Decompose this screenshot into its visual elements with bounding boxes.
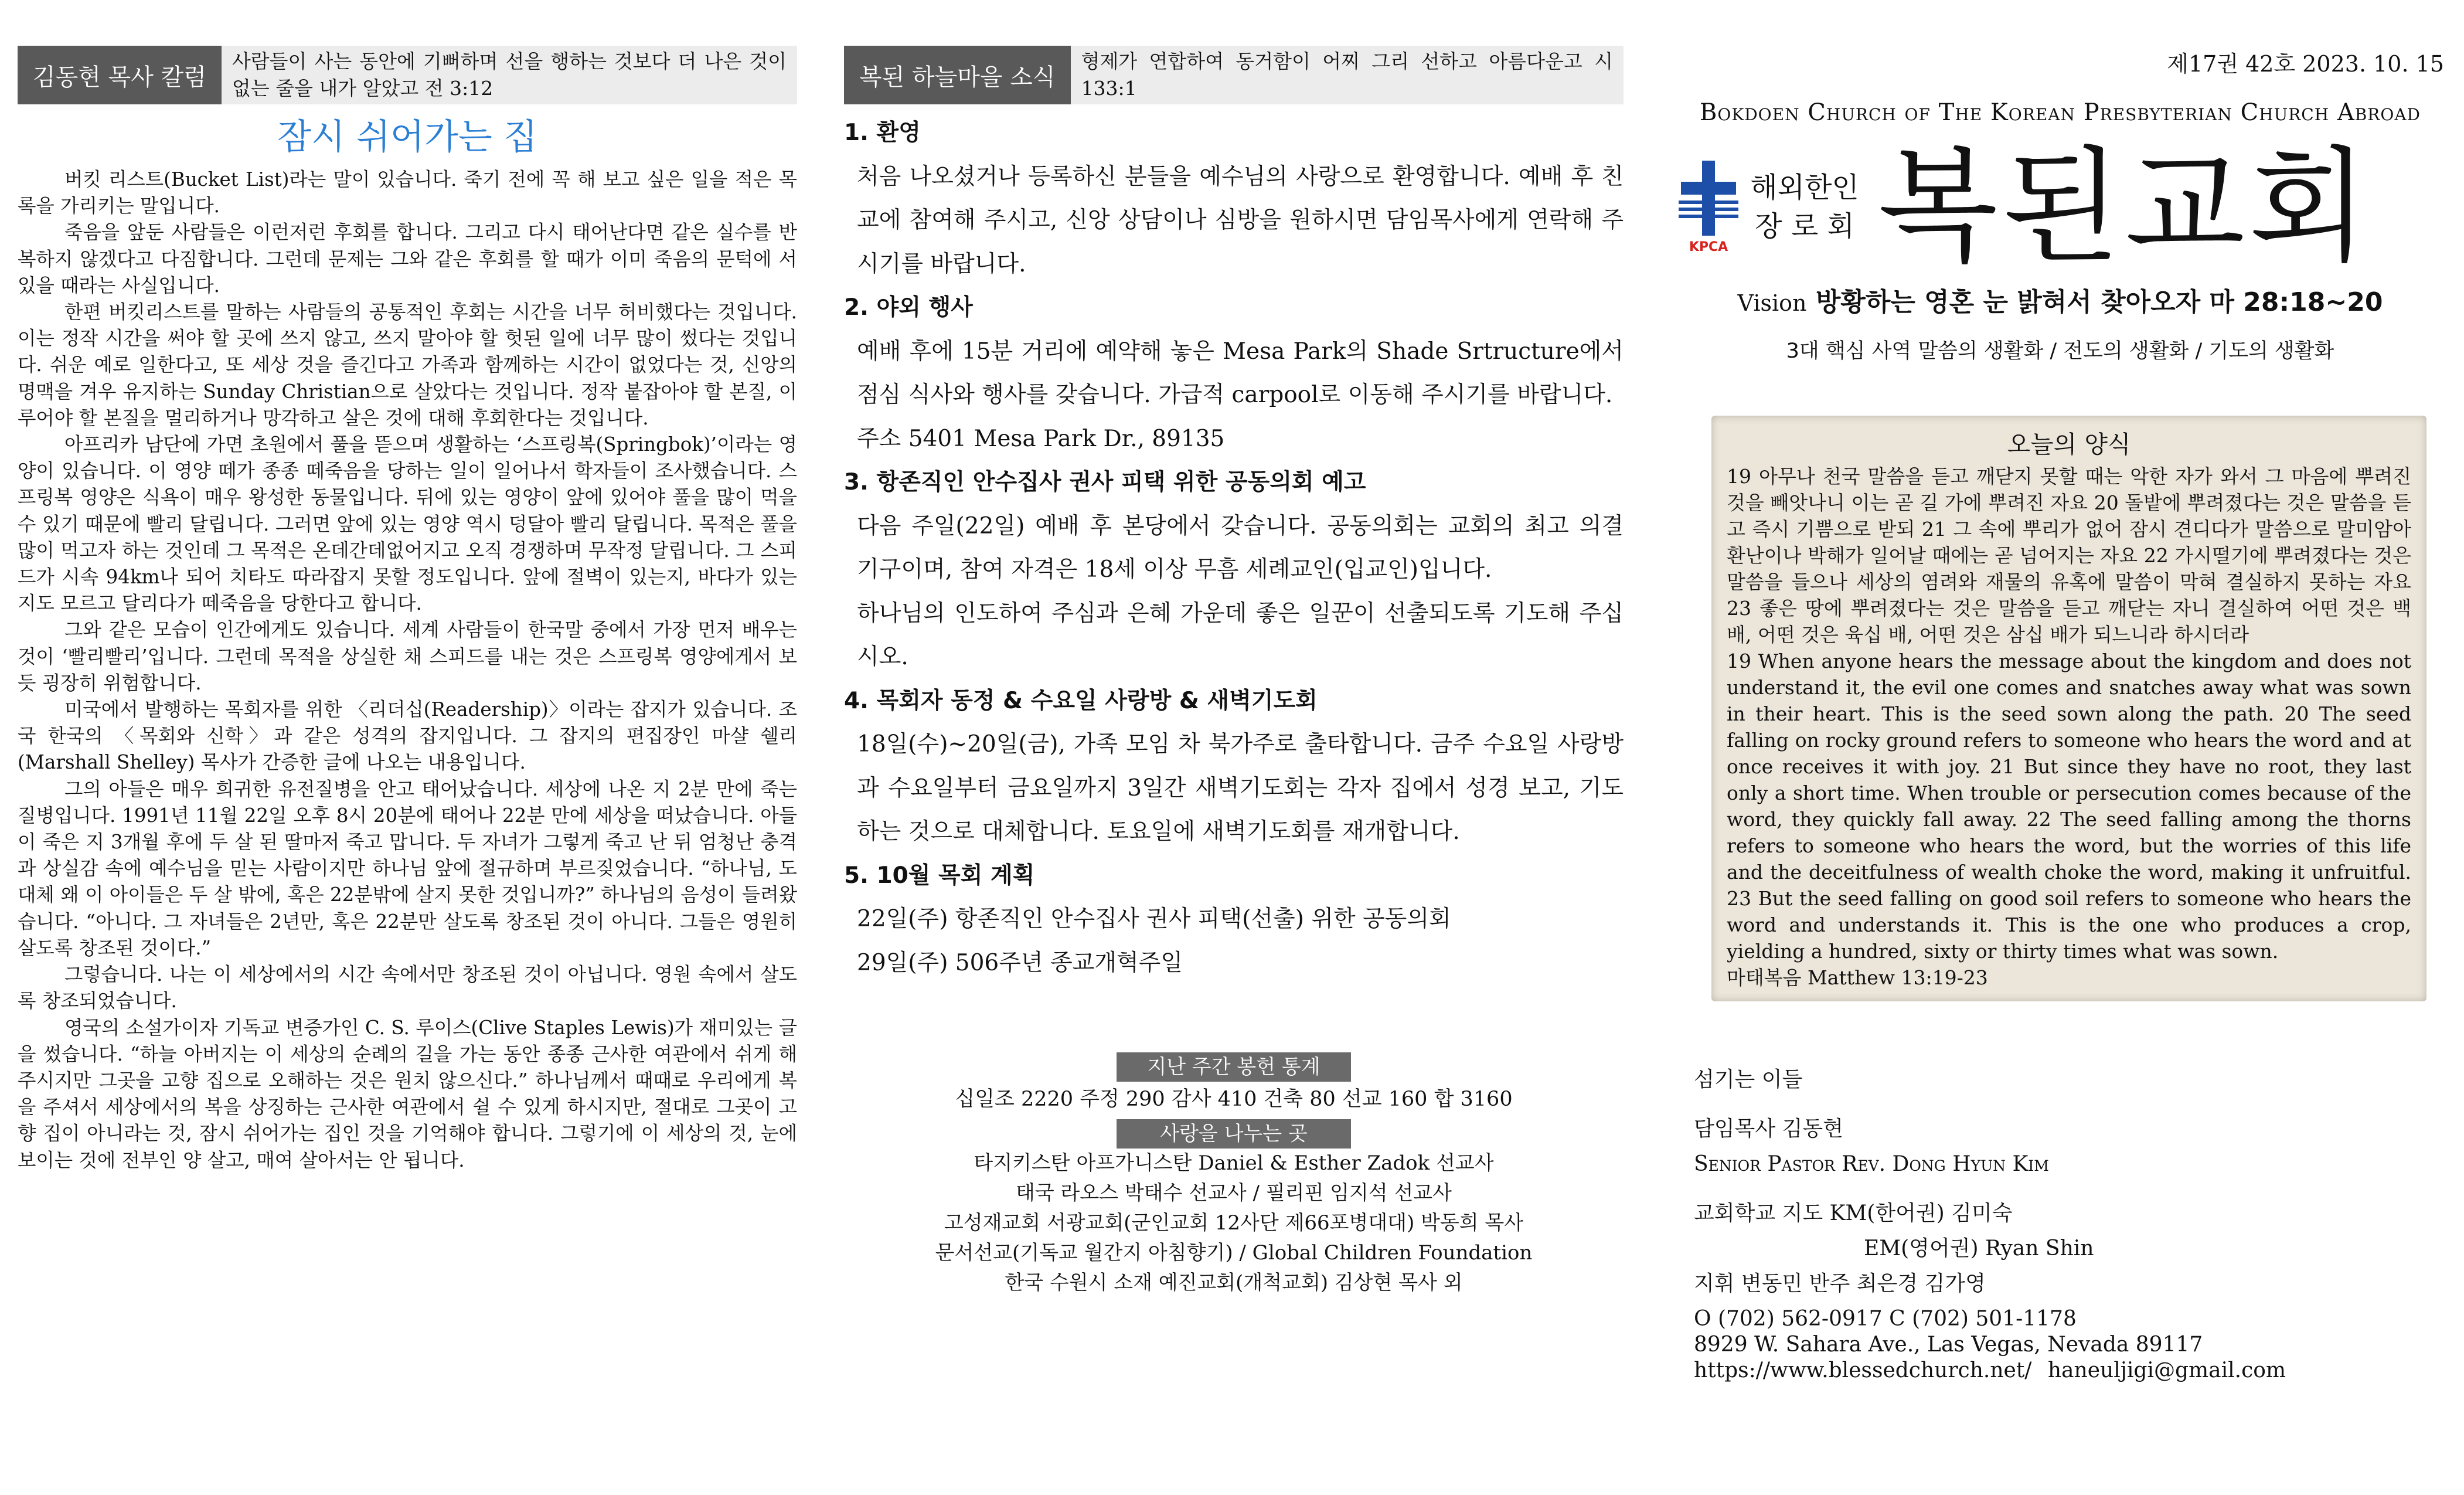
news-heading: 5. 10월 목회 계획 — [844, 862, 1035, 889]
column-label: 김동현 목사 칼럼 — [18, 46, 222, 104]
brand-row — [1676, 134, 2444, 279]
email-link[interactable]: haneuljigi@gmail.com — [2047, 1358, 2286, 1382]
daily-bread-reference: 마태복음 Matthew 13:19-23 — [1727, 966, 1988, 989]
news-list — [844, 111, 1624, 985]
paragraph: 그렇습니다. 나는 이 세상에서의 시간 속에서만 창조된 것이 아닙니다. 영원 속에서 살도록 창조되었습니다. — [18, 963, 797, 1012]
vision-label: Vision — [1737, 290, 1807, 316]
logo-text: KPCA — [1689, 240, 1728, 254]
phone-numbers: O (702) 562-0917 C (702) 501-1178 — [1694, 1307, 2077, 1331]
paragraph: 죽음을 앞둔 사람들은 이런저런 후회를 합니다. 그리고 다시 태어난다면 같은 실수를 반복하지 않겠다고 다짐합니다. 그런데 문제는 그와 같은 후회를 할 때가 이미 죽음의 문턱에 서 있을 때라는 사실입니다. — [18, 221, 797, 297]
column-masthead — [1676, 0, 2444, 1384]
issue-date: 제17권 42호 2023. 10. 15 — [2167, 51, 2444, 77]
pastor-korean: 담임목사 김동현 — [1694, 1117, 1843, 1141]
servants-title: 섬기는 이들 — [1694, 1068, 1803, 1092]
sharing-item: 한국 수원시 소재 예진교회(개척교회) 김상현 목사 외 — [1005, 1271, 1463, 1294]
offering-stats: 십일조 2220 주정 290 감사 410 건축 80 선교 160 합 3160 — [955, 1088, 1513, 1111]
sharing-label: 사랑을 나누는 곳 — [1117, 1119, 1351, 1149]
news-heading: 2. 야외 행사 — [844, 294, 973, 321]
offering-section — [844, 1052, 1624, 1298]
paragraph: 그와 같은 모습이 인간에게도 있습니다. 세계 사람들이 한국말 중에서 가장 먼저 배우는 것이 ‘빨리빨리’입니다. 그런데 목적을 상실한 채 스피드를 내는 것은 스프링복 영양에게서 보듯 굉장히 위험합니다. — [18, 619, 797, 694]
news-text: 주소 5401 Mesa Park Dr., 89135 — [857, 425, 1225, 452]
kpca-cross-icon — [1676, 157, 1741, 257]
pastor-english: Senior Pastor Rev. Dong Hyun Kim — [1694, 1152, 2049, 1176]
news-text: 18일(수)~20일(금), 가족 모임 차 북가주로 출타합니다. 금주 수요일 사랑방과 수요일부터 금요일까지 3일간 새벽기도회는 각자 집에서 성경 보고, 기도하는 것으로 대체합니다. 토요일에 새벽기도회를 재개합니다. — [857, 731, 1624, 845]
column-verse: 사람들이 사는 동안에 기뻐하며 선을 행하는 것보다 더 나은 것이 없는 줄을 내가 알았고 전 3:12 — [222, 46, 797, 104]
offering-label: 지난 주간 봉헌 통계 — [1117, 1052, 1351, 1082]
news-text: 하나님의 인도하여 주심과 은혜 가운데 좋은 일꾼이 선출되도록 기도해 주십시오. — [857, 600, 1624, 670]
news-text: 처음 나오셨거나 등록하신 분들을 예수님의 사랑으로 환영합니다. 예배 후 친교에 참여해 주시고, 신앙 상담이나 심방을 원하시면 담임목사에게 연락해 주시기를 바랍니다. — [857, 163, 1624, 277]
sharing-list — [844, 1149, 1624, 1298]
column-body — [18, 167, 797, 1174]
core-ministry: 3대 핵심 사역 말씀의 생활화 / 전도의 생활화 / 기도의 생활화 — [1786, 339, 2334, 363]
music-leaders: 지휘 변동민 반주 최은경 김가영 — [1694, 1272, 1986, 1296]
paragraph: 영국의 소설가이자 기독교 변증가인 C. S. 루이스(Clive Staples Lewis)가 재미있는 글을 썼습니다. “하늘 아버지는 이 세상의 순례의 길을 가는 동안 종종 근사한 여관에서 쉬게 해주시지만 그곳을 고향 집으로 오해하는 것은 원치 않으신다.” 하나님께서 때때로 우리에게 복을 주셔서 세상에서의 복을 상징하는 근사한 여관에서 쉴 수 있게 하시지만, 절대로 그곳이 고향 집이 아니라는 것, 잠시 쉬어가는 집인 것을 기억해야 합니다. 그렇기에 이 세상의 것, 눈에 보이는 것에 전부인 양 살고, 매여 살아서는 안 됩니다. — [18, 1016, 797, 1171]
sharing-item: 문서선교(기독교 월간지 아침향기) / Global Children Foundation — [935, 1241, 1533, 1265]
church-korean-name: 복된교회 — [1878, 134, 2373, 279]
church-school-km: 교회학교 지도 KM(한어권) 김미숙 — [1694, 1201, 2013, 1225]
contact-links — [1694, 1358, 2444, 1384]
news-heading: 1. 환영 — [844, 120, 921, 146]
column-left — [18, 0, 797, 1174]
news-heading: 3. 항존직인 안수집사 권사 피택 위한 공동의회 예고 — [844, 469, 1366, 495]
column-header — [18, 46, 797, 104]
column-title: 잠시 쉬어가는 집 — [277, 117, 537, 158]
paragraph: 미국에서 발행하는 목회자를 위한 〈리더십(Readership)〉이라는 잡지가 있습니다. 조국 한국의 〈목회와 신학〉과 같은 성격의 잡지입니다. 그 잡지의 편집장인 마샬 쉘리(Marshall Shelley) 목사가 간증한 글에 나오는 내용입니다. — [18, 698, 797, 774]
brand-subtitle-line: 해외한인 — [1750, 171, 1859, 204]
daily-bread-english: 19 When anyone hears the message about the kingdom and does not understand it, the evil one comes and snatches away what was sown in their heart. This is the seed sown along the path. 20 The seed falling on rocky ground refers to someone who hears the word and at once receives it with joy. 21 But since they have no root, they last only a short time. When trouble or persecution comes because of the word, they quickly fall away. 22 The seed falling among the thorns refers to someone who hears the word, but the worries of this life and the deceitfulness of wealth choke the word, making it unfruitful. 23 But the seed falling on good soil refers to someone who hears the word and understands it. This is the one who produces a crop, yielding a hundred, sixty or thirty times what was sown. — [1727, 650, 2411, 963]
news-text: 22일(주) 항존직인 안수집사 권사 피택(선출) 위한 공동의회 — [857, 906, 1451, 932]
brand-subtitle — [1749, 168, 1860, 246]
news-verse: 형제가 연합하여 동거함이 어찌 그리 선하고 아름다운고 시 133:1 — [1071, 46, 1624, 104]
paragraph: 아프리카 남단에 가면 초원에서 풀을 뜯으며 생활하는 ‘스프링복(Springbok)’이라는 영양이 있습니다. 이 영양 떼가 종종 떼죽음을 당하는 일이 일어나서 학자들이 조사했습니다. 스프링복 영양은 식욕이 매우 왕성한 동물입니다. 뒤에 있는 영양이 앞에 있어야 풀을 많이 먹을 수 있기 때문에 빨리 달립니다. 그러면 앞에 있는 영양 역시 덩달아 빨리 달립니다. 목적은 풀을 많이 먹고자 하는 것인데 그 목적은 온데간데없어지고 오직 경쟁하며 무작정 달립니다. 그 스피드가 시속 94km나 되어 치타도 따라잡지 못할 정도입니다. 앞에 절벽이 있는지, 바다가 있는지도 모르고 달리다가 떼죽음을 당한다고 합니다. — [18, 433, 797, 615]
news-text: 예배 후에 15분 거리에 예약해 놓은 Mesa Park의 Shade Srtructure에서 점심 식사와 행사를 갖습니다. 가급적 carpool로 이동해 주시기를 바랍니다. — [857, 338, 1624, 408]
news-text: 다음 주일(22일) 예배 후 본당에서 갖습니다. 공동의회는 교회의 최고 의결 기구이며, 참여 자격은 18세 이상 무흠 세례교인(입교인)입니다. — [857, 512, 1624, 583]
paragraph: 버킷 리스트(Bucket List)라는 말이 있습니다. 죽기 전에 꼭 해 보고 싶은 일을 적은 목록을 가리키는 말입니다. — [18, 168, 797, 218]
daily-bread-korean: 19 아무나 천국 말씀을 듣고 깨닫지 못할 때는 악한 자가 와서 그 마음에 뿌려진 것을 빼앗나니 이는 곧 길 가에 뿌려진 자요 20 돌밭에 뿌려졌다는 것은 말씀을 듣고 즉시 기쁨으로 받되 21 그 속에 뿌리가 없어 잠시 견디다가 말씀으로 말미암아 환난이나 박해가 일어날 때에는 곧 넘어지는 자요 22 가시떨기에 뿌려졌다는 것은 말씀을 들으나 세상의 염려와 재물의 유혹에 말씀이 막혀 결실하지 못하는 자요 23 좋은 땅에 뿌려졌다는 것은 말씀을 듣고 깨닫는 자니 결실하여 어떤 것은 백 배, 어떤 것은 육십 배, 어떤 것은 삼십 배가 되느니라 하시더라 — [1727, 465, 2411, 646]
church-english-name: Bokdoen Church of The Korean Presbyterian Church Abroad — [1699, 99, 2421, 126]
servants-section — [1694, 1062, 2444, 1384]
vision-text: 방황하는 영혼 눈 밝혀서 찾아오자 마 28:18~20 — [1815, 287, 2383, 317]
paragraph: 한편 버킷리스트를 말하는 사람들의 공통적인 후회는 시간을 너무 허비했다는 것입니다. 이는 정작 시간을 써야 할 곳에 쓰지 않고, 쓰지 말아야 할 헛된 일에 너무 많이 썼다는 것입니다. 쉬운 예로 일한다고, 또 세상 것을 즐긴다고 가족과 함께하는 시간이 없었다는 것, 신앙의 명맥을 겨우 유지하는 Sunday Christian으로 살았다는 것입니다. 정작 붙잡아야 할 본질, 이루어야 할 본질을 멀리하거나 망각하고 살은 것에 대해 후회한다는 것입니다. — [18, 301, 797, 429]
column-news — [844, 0, 1624, 1298]
brand-subtitle-line: 장 로 회 — [1755, 210, 1854, 243]
daily-bread-title: 오늘의 양식 — [2007, 430, 2131, 458]
daily-bread-box — [1711, 416, 2426, 1001]
news-header — [844, 46, 1624, 104]
website-link[interactable]: https://www.blessedchurch.net/ — [1694, 1358, 2032, 1382]
church-school-em: EM(영어권) Ryan Shin — [1864, 1236, 2094, 1260]
vision-line — [1676, 281, 2444, 318]
church-address: 8929 W. Sahara Ave., Las Vegas, Nevada 89117 — [1694, 1333, 2203, 1357]
news-label: 복된 하늘마을 소식 — [844, 46, 1071, 104]
news-heading: 4. 목회자 동정 & 수요일 사랑방 & 새벽기도회 — [844, 687, 1318, 714]
paragraph: 그의 아들은 매우 희귀한 유전질병을 안고 태어났습니다. 세상에 나온 지 2분 만에 죽는 질병입니다. 1991년 11월 22일 오후 8시 20분에 태어나 22분 만에 세상을 떠났습니다. 아들이 죽은 지 3개월 후에 두 살 된 딸마저 죽고 맙니다. 두 자녀가 그렇게 죽고 난 뒤 엄청난 충격과 상실감 속에 예수님을 믿는 사람이지만 하나님 앞에 절규하며 부르짖었습니다. “하나님, 도대체 왜 이 아이들은 두 살 밖에, 혹은 22분밖에 살지 못한 것입니까?” 하나님의 음성이 들려왔습니다. “아니다. 그 자녀들은 2년만, 혹은 22분만 살도록 창조된 것이 아니다. 그들은 영원히 살도록 창조된 것이다.” — [18, 777, 797, 959]
news-text: 29일(주) 506주년 종교개혁주일 — [857, 949, 1183, 976]
sharing-item: 태국 라오스 박태수 선교사 / 필리핀 임지석 선교사 — [1016, 1181, 1452, 1205]
sharing-item: 고성재교회 서광교회(군인교회 12사단 제66포병대대) 박동희 목사 — [944, 1211, 1524, 1235]
sharing-item: 타지키스탄 아프가니스탄 Daniel & Esther Zadok 선교사 — [974, 1151, 1494, 1175]
